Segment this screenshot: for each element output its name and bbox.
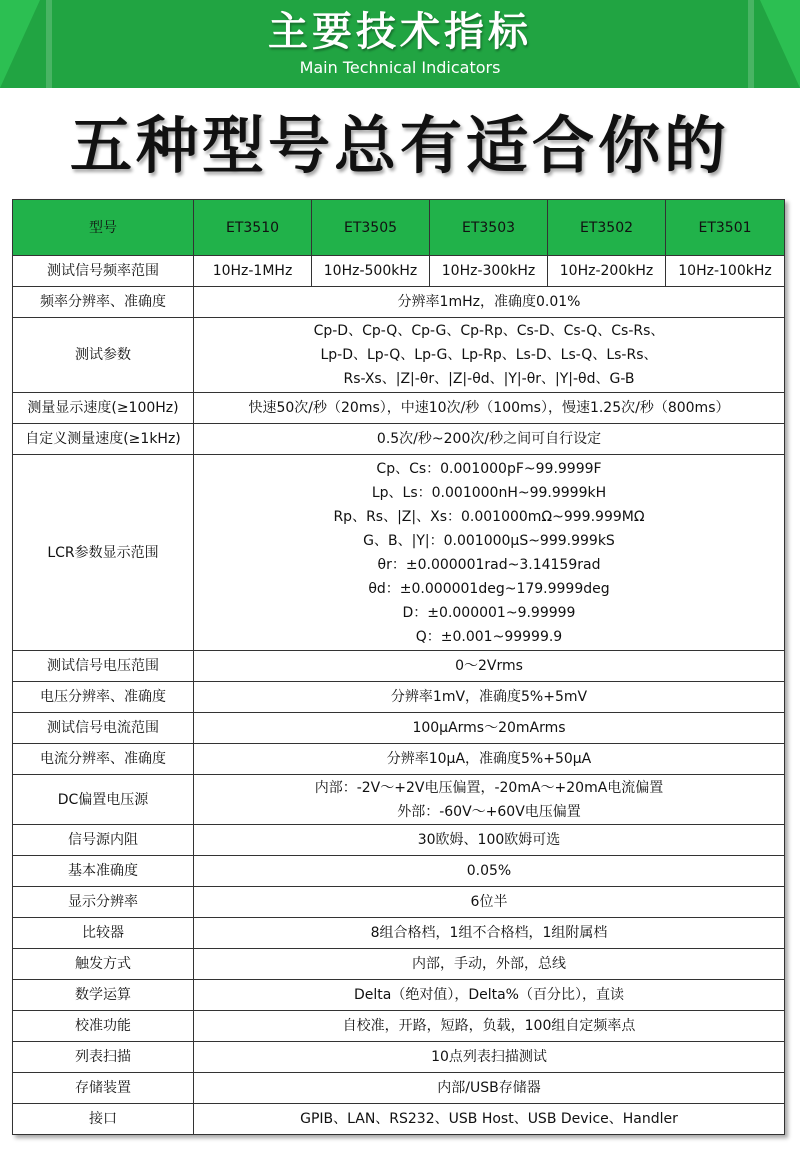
freq-range-row — [13, 256, 785, 287]
spec-value-line: 30欧姆、100欧姆可选 — [417, 832, 561, 848]
freq-range-cell: 10Hz-500kHz — [312, 256, 430, 287]
spec-row-value — [194, 1104, 785, 1135]
spec-row-label: 测试信号电压范围 — [13, 651, 194, 682]
spec-row-label: 自定义测量速度(≥1kHz) — [13, 424, 194, 455]
spec-row-value — [194, 887, 785, 918]
spec-value-line: 8组合格档，1组不合格档，1组附属档 — [370, 925, 608, 941]
spec-row-label: 接口 — [13, 1104, 194, 1135]
spec-value-line: Rp、Rs、|Z|、Xs：0.001000mΩ~999.999MΩ — [333, 508, 645, 525]
spec-row — [13, 1104, 785, 1135]
spec-row-label: 测试信号电流范围 — [13, 713, 194, 744]
spec-value-line: Q：±0.001~99999.9 — [415, 628, 563, 645]
spec-row-label: DC偏置电压源 — [13, 775, 194, 825]
spec-row — [13, 287, 785, 318]
spec-value-line: 自校准，开路，短路，负载，100组自定频率点 — [342, 1018, 636, 1034]
spec-row-value — [194, 287, 785, 318]
spec-row — [13, 682, 785, 713]
spec-row-value — [194, 682, 785, 713]
spec-value-line: 0.5次/秒~200次/秒之间可自行设定 — [376, 431, 602, 447]
spec-row-label: 数学运算 — [13, 980, 194, 1011]
spec-row-label: 触发方式 — [13, 949, 194, 980]
spec-row-value — [194, 856, 785, 887]
spec-row — [13, 713, 785, 744]
spec-row-value — [194, 1073, 785, 1104]
spec-row-label: 信号源内阻 — [13, 825, 194, 856]
spec-row-value — [194, 713, 785, 744]
spec-value-line: 快速50次/秒（20ms），中速10次/秒（100ms），慢速1.25次/秒（800ms） — [248, 400, 730, 416]
freq-range-cell: 10Hz-100kHz — [666, 256, 785, 287]
banner-title: 主要技术指标 — [268, 9, 532, 55]
spec-row — [13, 918, 785, 949]
freq-range-cell: 10Hz-1MHz — [194, 256, 312, 287]
banner-subtitle: Main Technical Indicators — [299, 58, 501, 77]
spec-row-label: 列表扫描 — [13, 1042, 194, 1073]
spec-value-line: GPIB、LAN、RS232、USB Host、USB Device、Handler — [300, 1111, 678, 1127]
page-headline: 五种型号总有适合你的 — [69, 109, 730, 182]
spec-value-line: Lp、Ls：0.001000nH~99.9999kH — [371, 484, 607, 501]
spec-value-line: 0～2Vrms — [455, 658, 523, 674]
spec-value-line: 内部/USB存储器 — [437, 1080, 541, 1096]
spec-value-line: D：±0.000001~9.99999 — [402, 604, 576, 621]
spec-row-label: 显示分辨率 — [13, 887, 194, 918]
spec-row-label: 电压分辨率、准确度 — [13, 682, 194, 713]
spec-row — [13, 887, 785, 918]
spec-row-label: 基本准确度 — [13, 856, 194, 887]
spec-row — [13, 651, 785, 682]
freq-range-cell: 10Hz-300kHz — [430, 256, 548, 287]
spec-row — [13, 825, 785, 856]
spec-row-value — [194, 744, 785, 775]
spec-row-label: 频率分辨率、准确度 — [13, 287, 194, 318]
spec-row-value — [194, 949, 785, 980]
spec-row-value — [194, 318, 785, 393]
spec-row — [13, 744, 785, 775]
spec-value-line: 10点列表扫描测试 — [431, 1049, 547, 1065]
spec-row-label: 存储装置 — [13, 1073, 194, 1104]
spec-value-line: 分辨率1mV，准确度5%+5mV — [390, 689, 588, 705]
model-header-row — [13, 200, 785, 256]
spec-value-line: Lp-D、Lp-Q、Lp-G、Lp-Rp、Ls-D、Ls-Q、Ls-Rs、 — [320, 347, 658, 363]
spec-value-line: θr：±0.000001rad~3.14159rad — [377, 556, 601, 573]
spec-value-line: Cp-D、Cp-Q、Cp-G、Cp-Rp、Cs-D、Cs-Q、Cs-Rs、 — [313, 323, 665, 339]
spec-row-label: 校准功能 — [13, 1011, 194, 1042]
spec-row-label: 比较器 — [13, 918, 194, 949]
spec-row-label: 电流分辨率、准确度 — [13, 744, 194, 775]
spec-row-value — [194, 393, 785, 424]
spec-value-line: 0.05% — [466, 863, 512, 879]
model-cell: ET3502 — [548, 200, 666, 256]
model-cell: ET3510 — [194, 200, 312, 256]
model-cell: ET3505 — [312, 200, 430, 256]
spec-row-value — [194, 1042, 785, 1073]
spec-row — [13, 1011, 785, 1042]
spec-value-line: 分辨率1mHz，准确度0.01% — [397, 294, 581, 310]
freq-range-cell: 10Hz-200kHz — [548, 256, 666, 287]
spec-row-label: 测试参数 — [13, 318, 194, 393]
model-cell: ET3503 — [430, 200, 548, 256]
spec-row-label: LCR参数显示范围 — [13, 455, 194, 651]
spec-row — [13, 775, 785, 825]
spec-value-line: θd：±0.000001deg~179.9999deg — [368, 580, 610, 597]
model-label-cell: 型号 — [13, 200, 194, 256]
spec-row-value — [194, 775, 785, 825]
freq-range-label: 测试信号频率范围 — [13, 256, 194, 287]
spec-row-value — [194, 980, 785, 1011]
spec-row-value — [194, 651, 785, 682]
spec-row — [13, 1073, 785, 1104]
spec-value-line: Rs-Xs、|Z|-θr、|Z|-θd、|Y|-θr、|Y|-θd、G-B — [343, 371, 635, 387]
spec-row — [13, 1042, 785, 1073]
spec-row-label: 测量显示速度(≥100Hz) — [13, 393, 194, 424]
spec-table — [12, 199, 785, 1135]
spec-value-line: 分辨率10μA，准确度5%+50μA — [386, 751, 592, 767]
spec-value-line: 100μArms～20mArms — [412, 720, 566, 736]
spec-row-value — [194, 455, 785, 651]
spec-row-value — [194, 918, 785, 949]
spec-value-line: 6位半 — [470, 894, 508, 910]
spec-row-value — [194, 825, 785, 856]
spec-value-line: Delta（绝对值），Delta%（百分比），直读 — [353, 987, 624, 1003]
spec-table-body — [13, 200, 785, 1135]
header-banner — [0, 0, 800, 88]
spec-row — [13, 318, 785, 393]
spec-value-line: 内部，手动，外部，总线 — [412, 956, 566, 972]
spec-value-line: 内部：-2V～+2V电压偏置，-20mA～+20mA电流偏置 — [314, 779, 664, 796]
spec-row — [13, 455, 785, 651]
spec-value-line: G、B、|Y|：0.001000μS~999.999kS — [363, 532, 615, 549]
spec-row-value — [194, 1011, 785, 1042]
model-cell: ET3501 — [666, 200, 785, 256]
spec-row — [13, 949, 785, 980]
spec-value-line: 外部：-60V～+60V电压偏置 — [397, 803, 581, 820]
spec-row — [13, 393, 785, 424]
spec-row — [13, 856, 785, 887]
spec-value-line: Cp、Cs：0.001000pF~99.9999F — [376, 460, 602, 477]
spec-row — [13, 980, 785, 1011]
spec-row — [13, 424, 785, 455]
spec-row-value — [194, 424, 785, 455]
